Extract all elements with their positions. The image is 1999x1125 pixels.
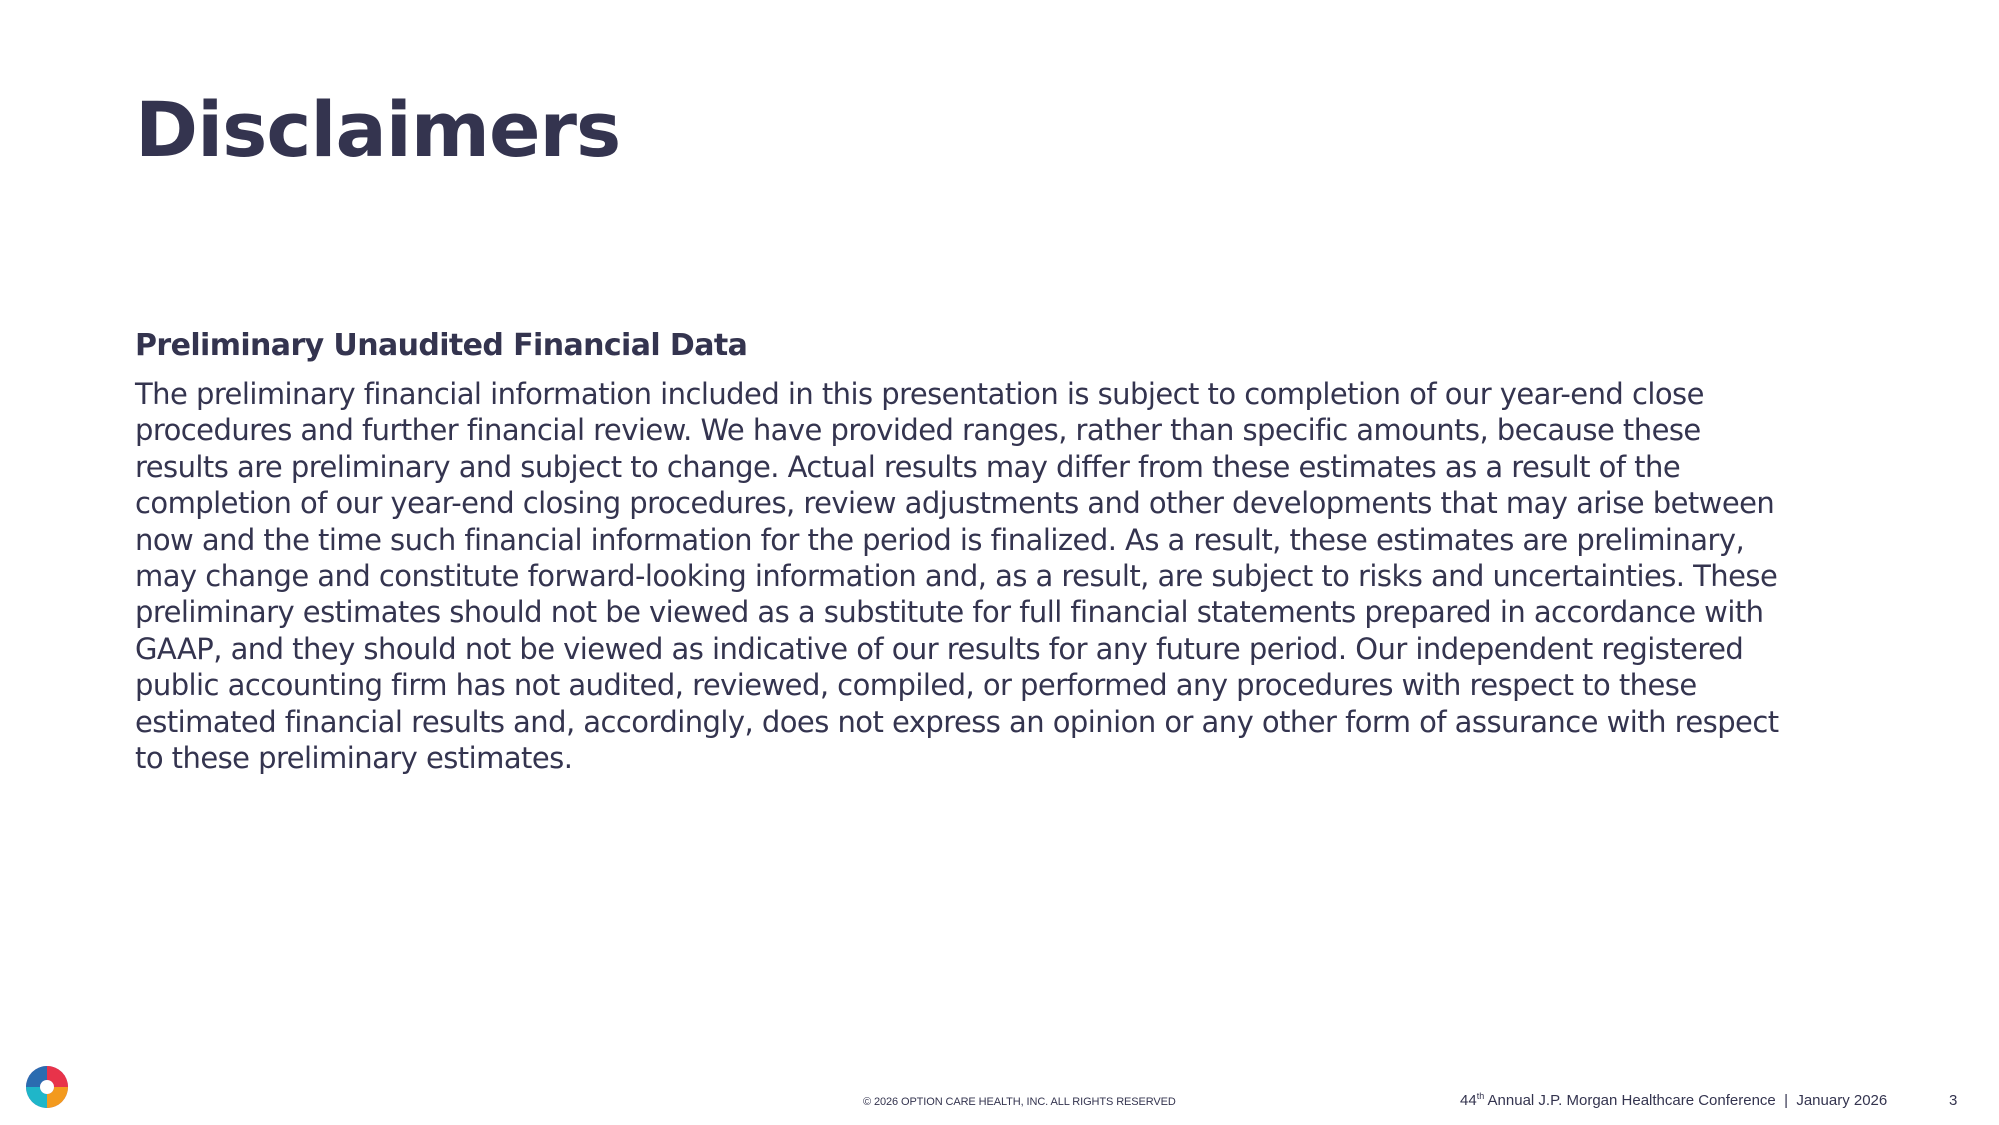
- paragraph-line: procedures and further financial review. We have provided ranges, rather than specific amounts, because these: [135, 413, 1701, 448]
- paragraph-line: completion of our year-end closing procedures, review adjustments and other developments that may arise between: [135, 486, 1775, 521]
- disclaimer-paragraph: [135, 376, 1875, 776]
- paragraph-line: now and the time such financial information for the period is finalized. As a result, these estimates are preliminary,: [135, 522, 1745, 557]
- section-heading: Preliminary Unaudited Financial Data: [135, 328, 748, 363]
- paragraph-line: preliminary estimates should not be viewed as a substitute for full financial statements prepared in accordance with: [135, 595, 1764, 630]
- paragraph-line: estimated financial results and, accordingly, does not express an opinion or any other form of assurance with respect: [135, 704, 1779, 739]
- conference-name-date: Annual J.P. Morgan Healthcare Conference | January 2026: [1487, 1092, 1888, 1109]
- conference-label: [1460, 1092, 1887, 1110]
- conference-number: 44: [1460, 1092, 1477, 1109]
- paragraph-line: to these preliminary estimates.: [135, 741, 573, 776]
- option-care-health-logo-icon: [24, 1064, 70, 1110]
- paragraph-line: The preliminary financial information included in this presentation is subject to completion of our year-end close: [135, 377, 1704, 411]
- disclaimer-section: [135, 322, 1875, 776]
- slide-title: Disclaimers: [135, 85, 621, 174]
- paragraph-line: may change and constitute forward-looking information and, as a result, are subject to risks and uncertainties. These: [135, 559, 1778, 594]
- conference-ordinal-suffix: th: [1476, 1091, 1485, 1101]
- paragraph-line: results are preliminary and subject to change. Actual results may differ from these estimates as a result of the: [135, 449, 1681, 484]
- copyright-notice: © 2026 OPTION CARE HEALTH, INC. ALL RIGHTS RESERVED: [863, 1096, 1176, 1108]
- paragraph-line: public accounting firm has not audited, reviewed, compiled, or performed any procedures with respect to these: [135, 668, 1697, 703]
- page-number: 3: [1949, 1092, 1958, 1109]
- paragraph-line: GAAP, and they should not be viewed as indicative of our results for any future period. Our independent registered: [135, 631, 1744, 666]
